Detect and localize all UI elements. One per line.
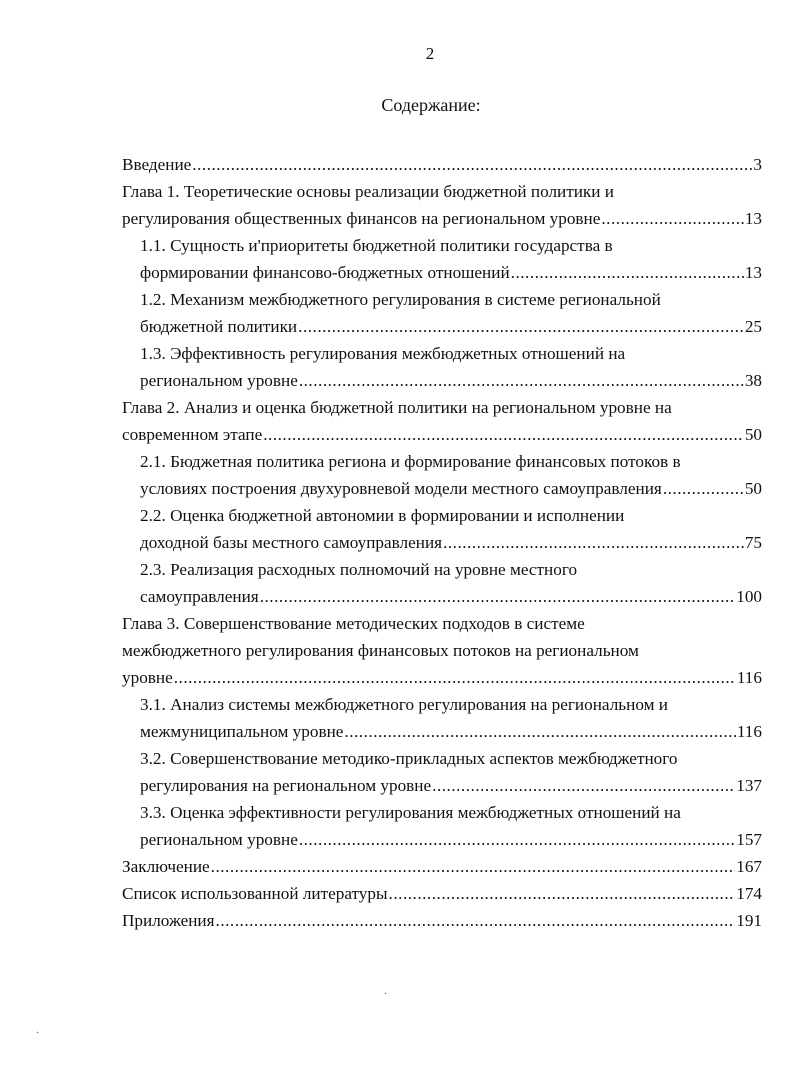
dot-leader [389,880,736,907]
toc-entry-title: самоуправления [140,587,259,606]
toc-entry-page-number: 174 [736,884,762,903]
toc-entry-title-line: Глава 2. Анализ и оценка бюджетной политики на региональном уровне на [122,398,672,417]
toc-entry[interactable] [122,880,762,907]
dot-leader [192,151,752,178]
toc-entry-page-number: 116 [736,722,762,741]
toc-entry[interactable] [122,178,762,232]
dot-leader [174,664,736,691]
toc-entry-page-number: 3 [753,155,762,174]
toc-entry[interactable] [122,502,762,556]
dot-leader [511,259,744,286]
toc-entry-page-number: 13 [744,209,762,228]
toc-entry-page-number: 50 [744,425,762,444]
toc-entry-title: Введение [122,155,192,174]
toc-title: Содержание: [381,95,481,115]
toc-entry-title-line: 3.2. Совершенствование методико-прикладных аспектов межбюджетного [140,749,678,768]
dot-leader [298,313,744,340]
toc-entry-title: Приложения [122,911,215,930]
toc-entry-title: условиях построения двухуровневой модели местного самоуправления [140,479,662,498]
dot-leader [601,205,743,232]
dot-leader [263,421,744,448]
dot-leader [663,475,744,502]
dot-leader [260,583,736,610]
toc-entry-title-line: межбюджетного регулирования финансовых потоков на региональном [122,641,639,660]
dot-leader [344,718,735,745]
toc-entry-page-number: 13 [744,263,762,282]
toc-entry-page-number: 137 [736,776,762,795]
toc-entry[interactable] [122,340,762,394]
toc-entry-page-number: 38 [744,371,762,390]
toc-entry-title: доходной базы местного самоуправления [140,533,443,552]
toc-entry-page-number: 25 [744,317,762,336]
scan-speck: . [384,983,387,997]
toc-entry[interactable] [122,610,762,691]
toc-entry[interactable] [122,448,762,502]
toc-entry-title: уровне [122,668,173,687]
dot-leader [216,907,736,934]
toc-entry[interactable] [122,745,762,799]
dot-leader [432,772,735,799]
toc-entry-page-number: 157 [736,830,762,849]
toc-entry[interactable] [122,799,762,853]
toc-entry-title-line: 3.3. Оценка эффективности регулирования межбюджетных отношений на [140,803,681,822]
toc-entry[interactable] [122,394,762,448]
toc-entry-title: Список использованной литературы [122,884,388,903]
toc-entry-title-line: 1.1. Сущность и'приоритеты бюджетной политики государства в [140,236,613,255]
toc-entry[interactable] [122,691,762,745]
dot-leader [443,529,744,556]
table-of-contents [122,151,762,934]
toc-entry-title: бюджетной политики [140,317,298,336]
toc-entry-page-number: 116 [736,668,762,687]
toc-entry-page-number: 75 [744,533,762,552]
toc-entry-page-number: 191 [736,911,762,930]
toc-entry-title-line: 1.2. Механизм межбюджетного регулирования в системе региональной [140,290,661,309]
toc-entry-title-line: 2.3. Реализация расходных полномочий на уровне местного [140,560,578,579]
toc-entry-title: региональном уровне [140,830,298,849]
toc-entry-title: региональном уровне [140,371,298,390]
toc-entry-page-number: 50 [744,479,762,498]
toc-entry-title: межмуниципальном уровне [140,722,344,741]
toc-entry[interactable] [122,556,762,610]
toc-entry-title-line: 1.3. Эффективность регулирования межбюджетных отношений на [140,344,626,363]
toc-entry-page-number: 100 [736,587,762,606]
toc-entry-title-line: Глава 3. Совершенствование методических подходов в системе [122,614,585,633]
toc-entry-title: формировании финансово-бюджетных отношений [140,263,510,282]
scan-speck: . [36,1022,39,1036]
toc-entry[interactable] [122,907,762,934]
toc-entry-title-line: Глава 1. Теоретические основы реализации бюджетной политики и [122,182,614,201]
toc-entry-page-number: 167 [736,857,762,876]
toc-entry-title: Заключение [122,857,210,876]
toc-entry[interactable] [122,232,762,286]
toc-entry-title-line: 3.1. Анализ системы межбюджетного регулирования на региональном и [140,695,668,714]
page-number: 2 [425,44,435,63]
toc-entry-title-line: 2.2. Оценка бюджетной автономии в формировании и исполнении [140,506,625,525]
toc-entry[interactable] [122,286,762,340]
toc-entry[interactable] [122,151,762,178]
dot-leader [211,853,736,880]
toc-entry-title: современном этапе [122,425,263,444]
toc-entry-title: регулирования на региональном уровне [140,776,432,795]
toc-entry[interactable] [122,853,762,880]
toc-entry-title-line: 2.1. Бюджетная политика региона и формирование финансовых потоков в [140,452,681,471]
dot-leader [299,826,735,853]
toc-entry-title: регулирования общественных финансов на региональном уровне [122,209,601,228]
dot-leader [299,367,744,394]
